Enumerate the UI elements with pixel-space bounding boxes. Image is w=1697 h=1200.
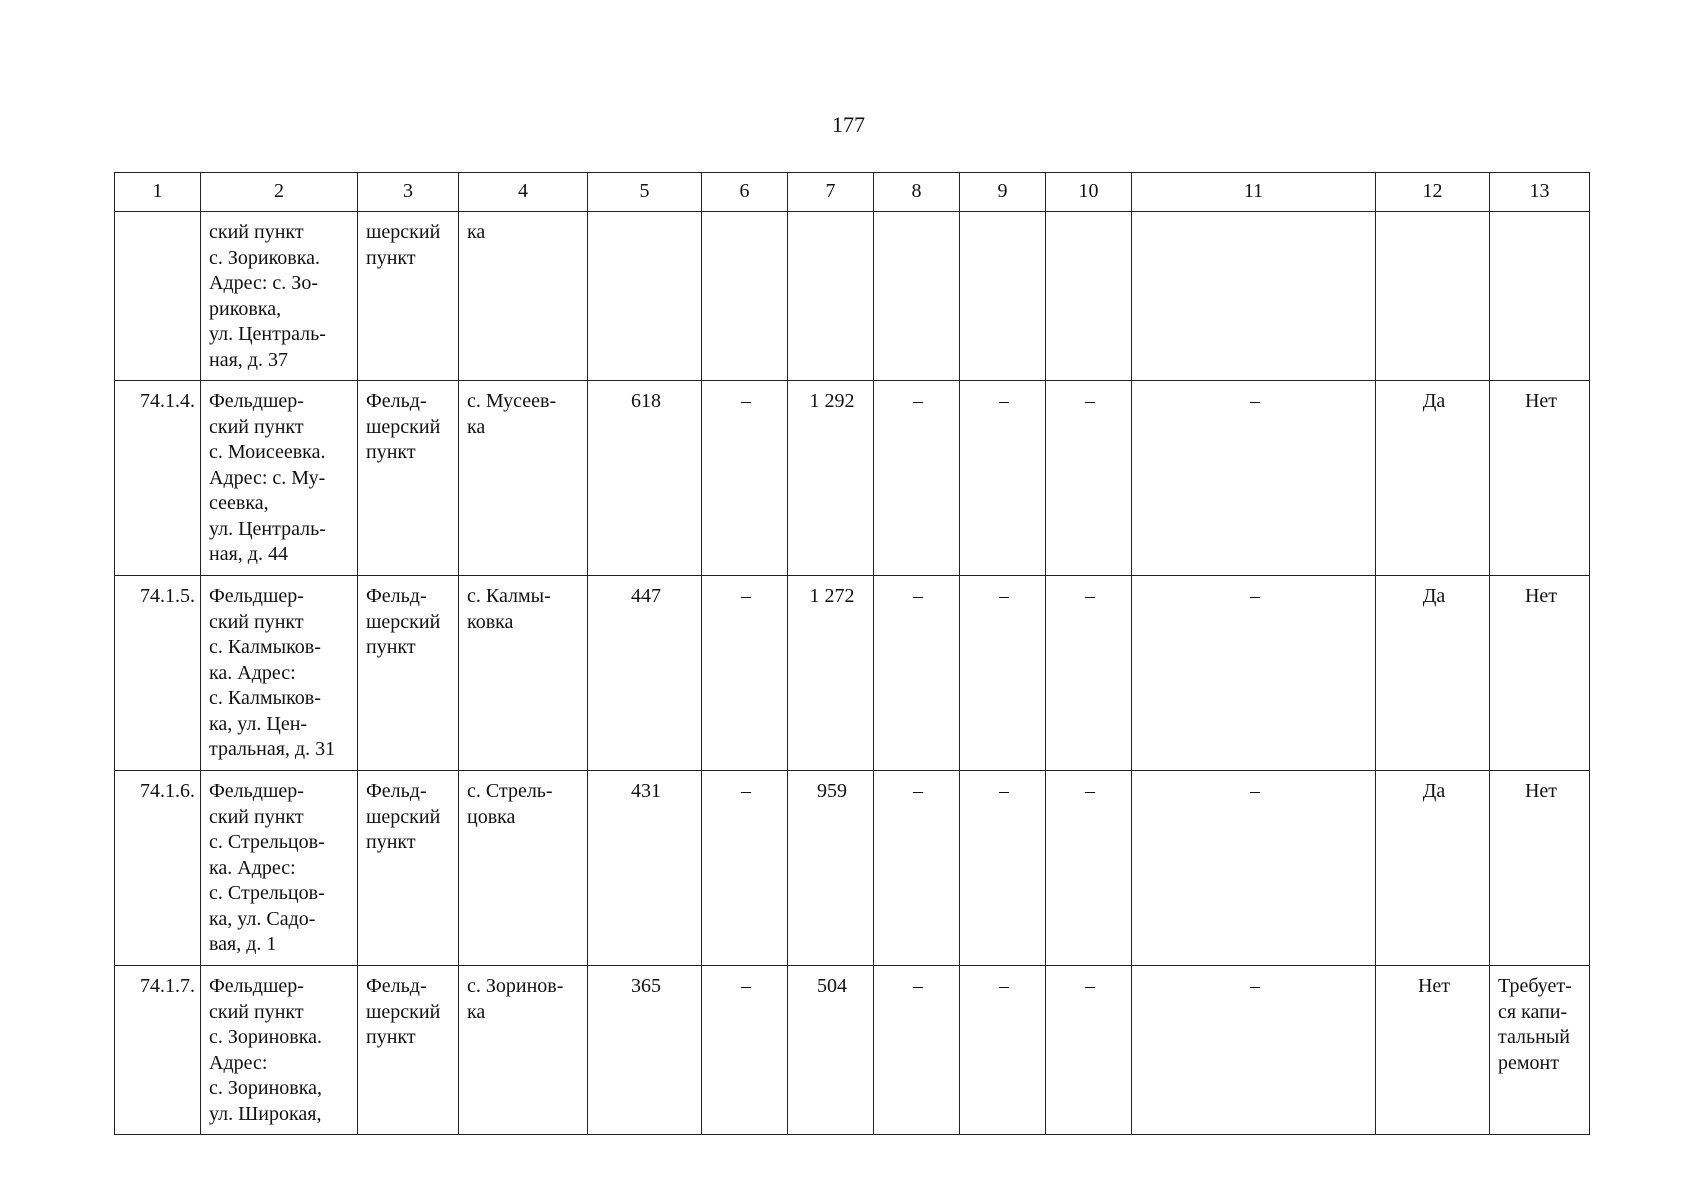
cell-text: 618 [631, 390, 661, 412]
column-header: 3 [358, 173, 459, 212]
header-row [115, 173, 1590, 212]
cell-text-line: ка [467, 221, 486, 243]
table-cell-col2 [201, 966, 358, 1135]
column-header: 1 [115, 173, 201, 212]
cell-text-line: вая, д. 1 [209, 933, 277, 955]
table-cell-col13 [1490, 771, 1590, 966]
table-cell-col3 [358, 212, 459, 381]
table-cell-col7 [788, 576, 874, 771]
cell-text-line: с. Стрельцов- [209, 882, 325, 904]
cell-text: – [999, 585, 1009, 607]
cell-text-line: ка [467, 415, 486, 438]
cell-text-line: Фельдшер- [209, 780, 304, 802]
cell-text: 504 [817, 975, 847, 997]
table-row [115, 966, 1590, 1135]
table-row [115, 212, 1590, 381]
cell-text-line: с. Калмы- [467, 585, 551, 607]
table-cell-col2 [201, 381, 358, 576]
table-cell-col10 [1046, 212, 1132, 381]
table-cell-col6 [702, 381, 788, 576]
cell-text: 1 272 [809, 585, 855, 607]
cell-text: 74.1.6. [140, 780, 195, 802]
cell-text-line: Фельд- [366, 585, 427, 607]
table-cell-col6 [702, 771, 788, 966]
table-cell-col3 [358, 966, 459, 1135]
cell-text-line: ул. Централь- [209, 323, 326, 345]
cell-text: – [913, 975, 923, 997]
cell-text-line: Фельдшер- [209, 585, 304, 607]
cell-text-line: с. Моисеевка. [209, 441, 326, 463]
table-cell-col12 [1376, 576, 1490, 771]
table-cell-col5 [588, 212, 702, 381]
page-number: 177 [832, 112, 865, 137]
cell-text-line: ка. Адрес: [209, 856, 296, 879]
table-cell-col1 [115, 771, 201, 966]
table-cell-col13 [1490, 212, 1590, 381]
table-row [115, 576, 1590, 771]
table-cell-col1 [115, 381, 201, 576]
cell-text-line: Нет [1524, 585, 1558, 607]
cell-text: 365 [631, 975, 661, 997]
table-cell-col8 [874, 381, 960, 576]
table-cell-col4 [459, 212, 588, 381]
table-row [115, 381, 1590, 576]
column-header: 13 [1490, 173, 1590, 212]
cell-text-line: Адрес: [209, 1051, 268, 1074]
cell-text-line: риковка, [209, 297, 282, 320]
cell-text: 74.1.7. [140, 975, 195, 997]
cell-text-line: шерский [366, 415, 441, 438]
table-cell-col3 [358, 381, 459, 576]
table-cell-col2 [201, 576, 358, 771]
cell-text: – [1250, 780, 1260, 802]
cell-text-line: шерский [366, 221, 441, 243]
table-cell-col11 [1132, 966, 1376, 1135]
cell-text-line: пункт [366, 636, 416, 658]
table-cell-col7 [788, 966, 874, 1135]
column-header: 5 [588, 173, 702, 212]
table-cell-col6 [702, 576, 788, 771]
table-cell-col13 [1490, 576, 1590, 771]
table-cell-col10 [1046, 771, 1132, 966]
cell-text-line: ский пункт [209, 610, 304, 633]
cell-text: – [1250, 390, 1260, 412]
table-cell-col4 [459, 966, 588, 1135]
cell-text-line: ремонт [1498, 1051, 1559, 1074]
cell-text: Да [1422, 780, 1446, 802]
cell-text: – [741, 390, 751, 412]
cell-text: 447 [631, 585, 661, 607]
cell-text-line: цовка [467, 805, 516, 828]
cell-text: 959 [817, 780, 847, 802]
table-cell-col2 [201, 212, 358, 381]
cell-text-line: пункт [366, 441, 416, 463]
cell-text-line: ул. Централь- [209, 517, 326, 540]
table-cell-col12 [1376, 381, 1490, 576]
cell-text-line: ский пункт [209, 805, 304, 828]
column-header: 6 [702, 173, 788, 212]
table-cell-col9 [960, 771, 1046, 966]
table-cell-col11 [1132, 381, 1376, 576]
cell-text-line: с. Стрель- [467, 780, 553, 802]
table-cell-col5 [588, 771, 702, 966]
table-cell-col9 [960, 576, 1046, 771]
cell-text: – [1250, 585, 1260, 607]
cell-text-line: с. Зориновка, [209, 1077, 323, 1099]
cell-text: – [1085, 780, 1095, 802]
cell-text-line: ка, ул. Цен- [209, 712, 308, 735]
cell-text-line: Нет [1524, 780, 1558, 802]
cell-text-line: с. Мусеев- [467, 390, 557, 412]
column-header: 12 [1376, 173, 1490, 212]
cell-text: 431 [631, 780, 661, 802]
table-body [115, 212, 1590, 1135]
cell-text: – [741, 585, 751, 607]
cell-text-line: ся капи- [1498, 1000, 1568, 1023]
cell-text-line: Адрес: с. Му- [209, 466, 326, 489]
table-cell-col5 [588, 381, 702, 576]
cell-text-line: ка. Адрес: [209, 661, 296, 684]
cell-text-line: тальный [1498, 1026, 1570, 1048]
table-cell-col12 [1376, 966, 1490, 1135]
table-cell-col8 [874, 576, 960, 771]
table-cell-col1 [115, 576, 201, 771]
table-cell-col13 [1490, 966, 1590, 1135]
table-cell-col2 [201, 771, 358, 966]
cell-text-line: с. Зоринов- [467, 975, 564, 997]
table-cell-col10 [1046, 576, 1132, 771]
cell-text: – [741, 780, 751, 802]
cell-text-line: с. Калмыков- [209, 636, 321, 658]
cell-text-line: Фельд- [366, 975, 427, 997]
cell-text: 1 292 [809, 390, 855, 412]
table-cell-col3 [358, 771, 459, 966]
column-header: 4 [459, 173, 588, 212]
table-cell-col11 [1132, 771, 1376, 966]
cell-text: Да [1422, 585, 1446, 607]
cell-text-line: с. Зориновка. [209, 1026, 323, 1048]
table-cell-col8 [874, 212, 960, 381]
cell-text-line: Нет [1524, 390, 1558, 412]
cell-text: – [913, 390, 923, 412]
cell-text-line: Адрес: с. Зо- [209, 272, 318, 294]
data-table [114, 172, 1590, 1135]
table-cell-col4 [459, 381, 588, 576]
table-cell-col1 [115, 212, 201, 381]
table-cell-col7 [788, 212, 874, 381]
cell-text: Нет [1417, 975, 1451, 997]
cell-text-line: ул. Широкая, [209, 1102, 322, 1125]
cell-text: – [913, 585, 923, 607]
cell-text-line: ка [467, 1000, 486, 1023]
table-cell-col8 [874, 771, 960, 966]
cell-text: Да [1422, 390, 1446, 412]
cell-text-line: шерский [366, 1000, 441, 1023]
cell-text-line: Фельдшер- [209, 975, 304, 997]
cell-text: – [1250, 975, 1260, 997]
table-cell-col13 [1490, 381, 1590, 576]
cell-text: – [999, 390, 1009, 412]
table-cell-col11 [1132, 576, 1376, 771]
cell-text: – [741, 975, 751, 997]
cell-text-line: Фельдшер- [209, 390, 304, 412]
column-header: 10 [1046, 173, 1132, 212]
cell-text: – [1085, 975, 1095, 997]
cell-text-line: сеевка, [209, 492, 269, 514]
cell-text-line: шерский [366, 610, 441, 633]
table-cell-col4 [459, 576, 588, 771]
table-cell-col6 [702, 212, 788, 381]
cell-text: – [1085, 390, 1095, 412]
table-cell-col8 [874, 966, 960, 1135]
cell-text-line: ский пункт [209, 221, 304, 243]
table-cell-col9 [960, 212, 1046, 381]
cell-text: – [999, 780, 1009, 802]
cell-text-line: шерский [366, 805, 441, 828]
table-cell-col4 [459, 771, 588, 966]
cell-text-line: тральная, д. 31 [209, 738, 336, 760]
cell-text-line: с. Калмыков- [209, 687, 321, 709]
table-cell-col7 [788, 771, 874, 966]
cell-text-line: пункт [366, 246, 416, 269]
table-row [115, 771, 1590, 966]
cell-text-line: ная, д. 44 [209, 543, 288, 565]
cell-text-line: пункт [366, 1026, 416, 1048]
column-header: 7 [788, 173, 874, 212]
table-cell-col10 [1046, 381, 1132, 576]
column-header: 11 [1132, 173, 1376, 212]
table-cell-col9 [960, 966, 1046, 1135]
column-header: 2 [201, 173, 358, 212]
table-cell-col10 [1046, 966, 1132, 1135]
table-cell-col9 [960, 381, 1046, 576]
table-cell-col12 [1376, 771, 1490, 966]
cell-text-line: ная, д. 37 [209, 348, 288, 371]
table-cell-col7 [788, 381, 874, 576]
cell-text: 74.1.4. [140, 390, 195, 412]
cell-text-line: ский пункт [209, 1000, 304, 1023]
table-cell-col3 [358, 576, 459, 771]
cell-text: – [913, 780, 923, 802]
cell-text: – [1085, 585, 1095, 607]
table-cell-col12 [1376, 212, 1490, 381]
cell-text-line: Требует- [1498, 975, 1572, 997]
cell-text-line: ка, ул. Садо- [209, 907, 316, 930]
cell-text-line: пункт [366, 831, 416, 853]
cell-text-line: с. Зориковка. [209, 246, 321, 269]
column-header: 8 [874, 173, 960, 212]
table-cell-col1 [115, 966, 201, 1135]
column-header: 9 [960, 173, 1046, 212]
cell-text-line: Фельд- [366, 390, 427, 412]
cell-text-line: Фельд- [366, 780, 427, 802]
cell-text: – [999, 975, 1009, 997]
cell-text-line: с. Стрельцов- [209, 831, 325, 853]
table-cell-col6 [702, 966, 788, 1135]
cell-text: 74.1.5. [140, 585, 195, 607]
cell-text-line: ский пункт [209, 415, 304, 438]
table-cell-col11 [1132, 212, 1376, 381]
table-cell-col5 [588, 576, 702, 771]
cell-text-line: ковка [467, 610, 514, 633]
table-cell-col5 [588, 966, 702, 1135]
